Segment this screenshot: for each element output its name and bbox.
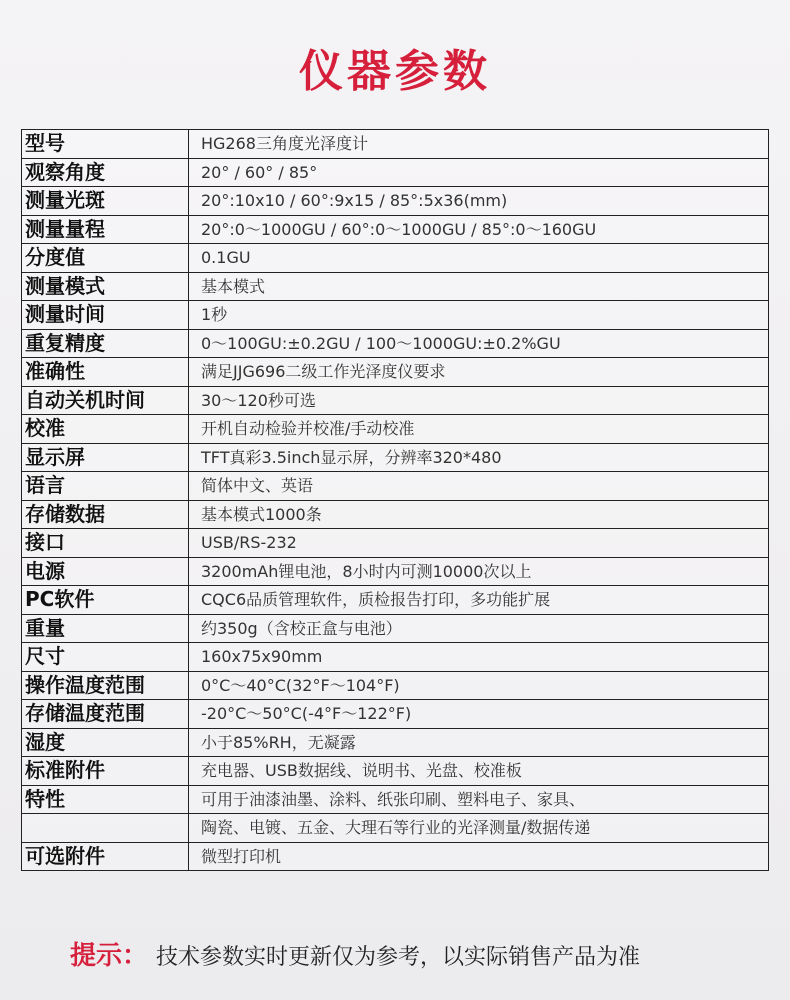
notice <box>70 936 640 978</box>
spec-label: 操作温度范围 <box>22 671 189 700</box>
spec-value: USB/RS-232 <box>189 529 769 558</box>
spec-value: 3200mAh锂电池，8小时内可测10000次以上 <box>189 557 769 586</box>
spec-row <box>22 301 769 330</box>
spec-label: 语言 <box>22 472 189 501</box>
notice-text: 技术参数实时更新仅为参考，以实际销售产品为准 <box>156 945 641 970</box>
spec-label: 校准 <box>22 415 189 444</box>
spec-label: 观察角度 <box>22 158 189 187</box>
spec-value: 20°:10x10 / 60°:9x15 / 85°:5x36(mm) <box>189 187 769 216</box>
notice-prefix: 提示： <box>70 941 149 971</box>
spec-value: 开机自动检验并校准/手动校准 <box>189 415 769 444</box>
spec-value: 满足JJG696二级工作光泽度仪要求 <box>189 358 769 387</box>
spec-label: 存储数据 <box>22 500 189 529</box>
spec-row <box>22 358 769 387</box>
spec-label: 测量量程 <box>22 215 189 244</box>
spec-label: 湿度 <box>22 728 189 757</box>
spec-row <box>22 329 769 358</box>
spec-row <box>22 272 769 301</box>
spec-value: CQC6品质管理软件，质检报告打印，多功能扩展 <box>189 586 769 615</box>
spec-row <box>22 557 769 586</box>
spec-label: 特性 <box>22 785 189 814</box>
spec-row <box>22 500 769 529</box>
spec-label: 型号 <box>22 130 189 159</box>
spec-label: 测量光斑 <box>22 187 189 216</box>
spec-label: 可选附件 <box>22 842 189 871</box>
spec-label: 电源 <box>22 557 189 586</box>
spec-row <box>22 700 769 729</box>
spec-label <box>22 814 189 843</box>
spec-value: HG268三角度光泽度计 <box>189 130 769 159</box>
spec-value: 陶瓷、电镀、五金、大理石等行业的光泽测量/数据传递 <box>189 814 769 843</box>
spec-row <box>22 785 769 814</box>
spec-row <box>22 614 769 643</box>
spec-value: 基本模式1000条 <box>189 500 769 529</box>
spec-row <box>22 187 769 216</box>
spec-label: 标准附件 <box>22 757 189 786</box>
spec-row <box>22 757 769 786</box>
spec-value: 0°C～40°C(32°F～104°F) <box>189 671 769 700</box>
spec-row <box>22 529 769 558</box>
spec-value: 0～100GU:±0.2GU / 100～1000GU:±0.2%GU <box>189 329 769 358</box>
spec-row <box>22 158 769 187</box>
spec-row <box>22 671 769 700</box>
spec-label: 重复精度 <box>22 329 189 358</box>
spec-value: 20° / 60° / 85° <box>189 158 769 187</box>
spec-row <box>22 244 769 273</box>
spec-value: 小于85%RH，无凝露 <box>189 728 769 757</box>
spec-label: 测量模式 <box>22 272 189 301</box>
page-title: 仪器参数 <box>299 46 491 97</box>
spec-row <box>22 472 769 501</box>
spec-row <box>22 215 769 244</box>
spec-row <box>22 842 769 871</box>
spec-label: 分度值 <box>22 244 189 273</box>
spec-label: 自动关机时间 <box>22 386 189 415</box>
spec-table <box>21 129 769 871</box>
spec-value: 160x75x90mm <box>189 643 769 672</box>
spec-value: TFT真彩3.5inch显示屏，分辨率320*480 <box>189 443 769 472</box>
spec-label: 准确性 <box>22 358 189 387</box>
spec-value: 20°:0～1000GU / 60°:0～1000GU / 85°:0～160GU <box>189 215 769 244</box>
spec-row <box>22 728 769 757</box>
spec-row <box>22 130 769 159</box>
spec-row <box>22 443 769 472</box>
spec-label: 测量时间 <box>22 301 189 330</box>
spec-label: 存储温度范围 <box>22 700 189 729</box>
spec-value: 充电器、USB数据线、说明书、光盘、校准板 <box>189 757 769 786</box>
spec-row <box>22 415 769 444</box>
spec-label: 接口 <box>22 529 189 558</box>
spec-value: 基本模式 <box>189 272 769 301</box>
spec-label: 显示屏 <box>22 443 189 472</box>
spec-row <box>22 386 769 415</box>
spec-value: 可用于油漆油墨、涂料、纸张印刷、塑料电子、家具、 <box>189 785 769 814</box>
spec-value: 30～120秒可选 <box>189 386 769 415</box>
spec-table-body <box>22 130 769 871</box>
spec-value: 0.1GU <box>189 244 769 273</box>
spec-row <box>22 643 769 672</box>
spec-label: PC软件 <box>22 586 189 615</box>
spec-value: 简体中文、英语 <box>189 472 769 501</box>
spec-row <box>22 586 769 615</box>
spec-label: 重量 <box>22 614 189 643</box>
spec-value: 1秒 <box>189 301 769 330</box>
spec-value: 微型打印机 <box>189 842 769 871</box>
spec-value: 约350g（含校正盒与电池） <box>189 614 769 643</box>
spec-row <box>22 814 769 843</box>
spec-label: 尺寸 <box>22 643 189 672</box>
spec-value: -20°C～50°C(-4°F～122°F) <box>189 700 769 729</box>
